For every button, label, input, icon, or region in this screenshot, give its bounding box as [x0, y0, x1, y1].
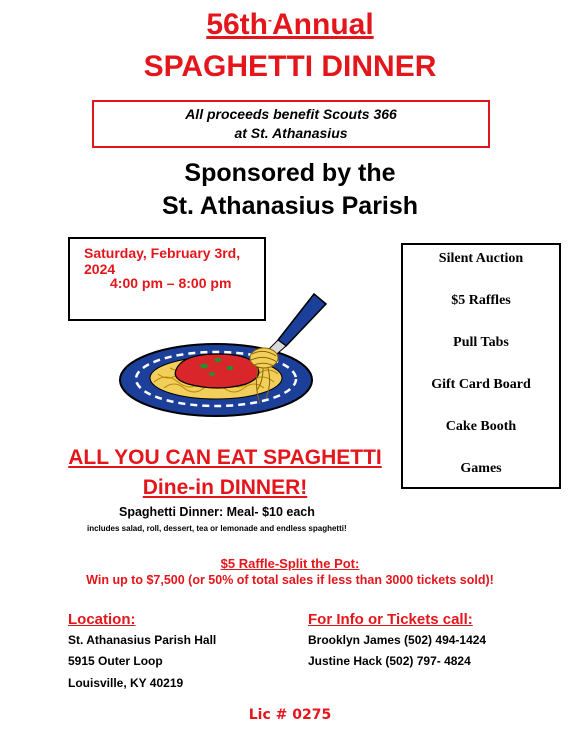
sponsor-line-2: St. Athanasius Parish: [161, 192, 419, 220]
benefit-line-1: All proceeds benefit Scouts 366: [185, 106, 397, 122]
location-line: Louisville, KY 40219: [68, 676, 184, 690]
activity-item: Pull Tabs: [453, 335, 509, 350]
ayce-headline: ALL YOU CAN EAT SPAGHETTI: [68, 446, 382, 469]
activity-item: $5 Raffles: [451, 293, 511, 308]
dine-in-headline: Dine-in DINNER!: [142, 476, 308, 499]
title-number: 56th: [206, 8, 268, 41]
event-subtitle: SPAGHETTI DINNER: [143, 50, 437, 83]
event-time: 4:00 pm – 8:00 pm: [110, 275, 232, 291]
event-title: [0, 8, 580, 42]
benefit-line-2: at St. Athanasius: [234, 125, 348, 141]
location-line: St. Athanasius Parish Hall: [68, 633, 217, 647]
location-heading: Location:: [68, 611, 136, 628]
raffle-title: $5 Raffle-Split the Pot:: [220, 556, 360, 571]
activity-item: Cake Booth: [445, 419, 517, 434]
meal-includes: includes salad, roll, dessert, tea or lemonade and endless spaghetti!: [87, 524, 347, 533]
title-annual: Annual: [272, 8, 374, 41]
title-dash: -: [268, 13, 272, 27]
sponsor-line-1: Sponsored by the: [184, 159, 396, 187]
activity-item: Silent Auction: [438, 251, 524, 266]
benefit-box: [92, 100, 490, 148]
info-heading: For Info or Tickets call:: [308, 611, 473, 628]
meal-price: Spaghetti Dinner: Meal- $10 each: [119, 505, 315, 519]
event-date: Saturday, February 3rd, 2024: [84, 245, 241, 277]
activity-item: Games: [460, 461, 502, 476]
contact-line: Brooklyn James (502) 494-1424: [308, 633, 487, 647]
location-line: 5915 Outer Loop: [68, 654, 163, 668]
license-number: Lic # 0275: [248, 707, 332, 723]
activity-item: Gift Card Board: [431, 377, 531, 392]
contact-line: Justine Hack (502) 797- 4824: [308, 654, 471, 668]
raffle-detail: Win up to $7,500 (or 50% of total sales if less than 3000 tickets sold)!: [86, 573, 494, 587]
spaghetti-plate-illustration: [118, 290, 330, 430]
